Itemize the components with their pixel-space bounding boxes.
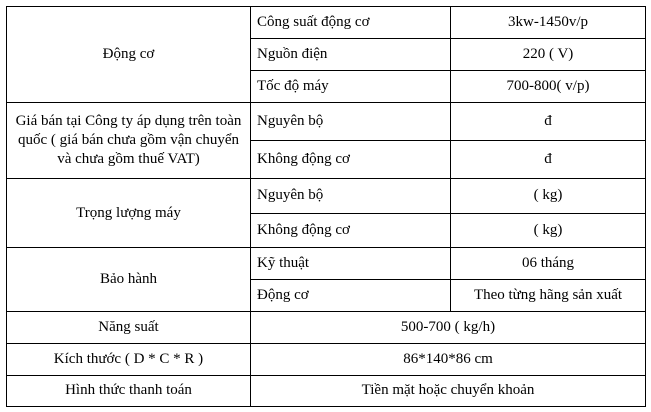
engine-power-value: 3kw-1450v/p (451, 7, 646, 39)
weight-no-engine-value: ( kg) (451, 213, 646, 247)
weight-label: Trọng lượng máy (7, 179, 251, 247)
engine-power-key: Công suất động cơ (251, 7, 451, 39)
price-label: Giá bán tại Công ty áp dụng trên toàn quốc ( giá bán chưa gồm vận chuyển và chưa gồm thuế VAT) (7, 103, 251, 179)
payment-value: Tiền mặt hoặc chuyển khoản (251, 375, 646, 406)
dimensions-label: Kích thước ( D * C * R ) (7, 343, 251, 375)
dimensions-value: 86*140*86 cm (251, 343, 646, 375)
price-full-value: đ (451, 103, 646, 141)
warranty-engine-key: Động cơ (251, 279, 451, 311)
warranty-engine-value: Theo từng hãng sản xuất (451, 279, 646, 311)
table-row (7, 375, 646, 406)
engine-voltage-value: 220 ( V) (451, 39, 646, 71)
engine-voltage-key: Nguồn điện (251, 39, 451, 71)
warranty-technical-key: Kỹ thuật (251, 247, 451, 279)
table-row (7, 103, 646, 141)
capacity-value: 500-700 ( kg/h) (251, 311, 646, 343)
table-row (7, 179, 646, 213)
engine-speed-value: 700-800( v/p) (451, 71, 646, 103)
capacity-label: Năng suất (7, 311, 251, 343)
weight-full-value: ( kg) (451, 179, 646, 213)
weight-full-key: Nguyên bộ (251, 179, 451, 213)
price-full-key: Nguyên bộ (251, 103, 451, 141)
warranty-label: Bảo hành (7, 247, 251, 311)
weight-no-engine-key: Không động cơ (251, 213, 451, 247)
warranty-technical-value: 06 tháng (451, 247, 646, 279)
spec-table (6, 6, 646, 407)
price-no-engine-value: đ (451, 141, 646, 179)
engine-speed-key: Tốc độ máy (251, 71, 451, 103)
engine-label: Động cơ (7, 7, 251, 103)
payment-label: Hình thức thanh toán (7, 375, 251, 406)
price-no-engine-key: Không động cơ (251, 141, 451, 179)
table-row (7, 247, 646, 279)
table-row (7, 343, 646, 375)
table-row (7, 7, 646, 39)
table-row (7, 311, 646, 343)
